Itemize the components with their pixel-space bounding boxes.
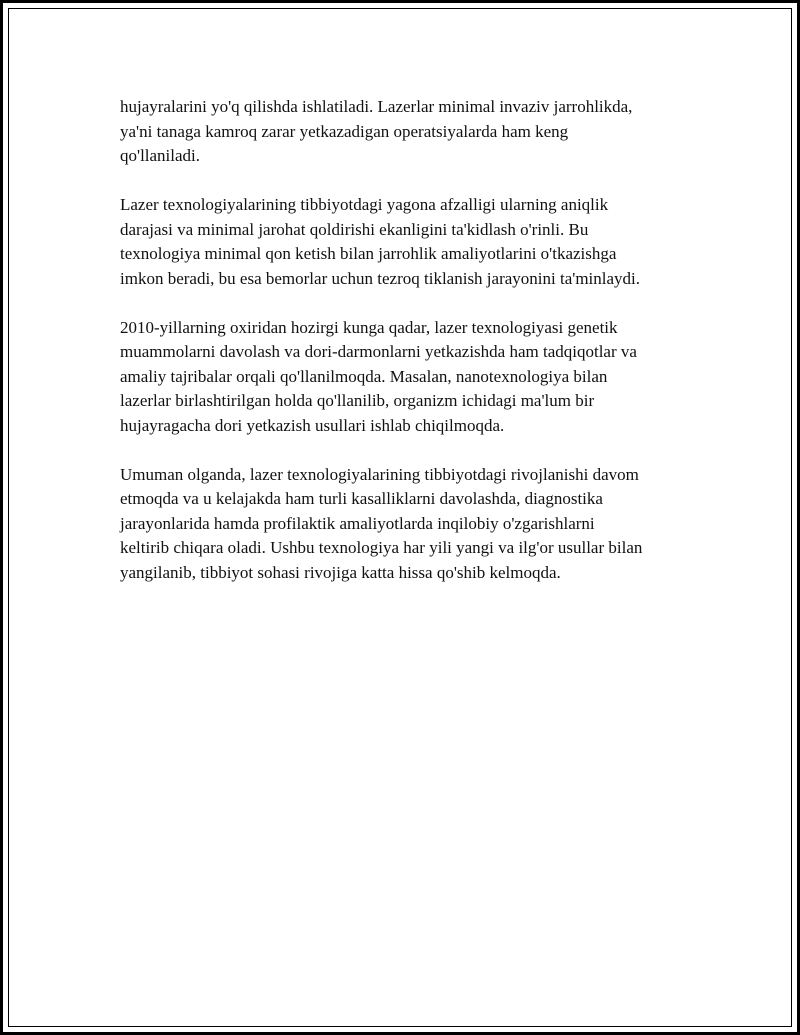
paragraph-1: hujayralarini yo'q qilishda ishlatiladi. Lazerlar minimal invaziv jarrohlikda, ya'ni tanaga kamroq zarar yetkazadigan operatsiyalarda ham keng qo'llaniladi. bbox=[120, 97, 633, 165]
paragraph-4: Umuman olganda, lazer texnologiyalarining tibbiyotdagi rivojlanishi davom etmoqda va u kelajakda ham turli kasalliklarni davolashda, diagnostika jarayonlarida hamda profilaktik amaliyotlarda inqilobiy o'zgarishlarni keltirib chiqara oladi. Ushbu texnologiya har yili yangi va ilg'or usullar bilan yangilanib, tibbiyot sohasi rivojiga katta hissa qo'shib kelmoqda. bbox=[120, 464, 643, 582]
paragraph-3: 2010-yillarning oxiridan hozirgi kunga qadar, lazer texnologiyasi genetik muammolarni davolash va dori-darmonlarni yetkazishda ham tadqiqotlar va amaliy tajribalar orqali qo'llanilmoqda. Masalan, nanotexnologiya bilan lazerlar birlashtirilgan holda qo'llanilib, organizm ichidagi ma'lum bir hujayragacha dori yetkazish usullari ishlab chiqilmoqda. bbox=[120, 317, 637, 435]
paragraph-2: Lazer texnologiyalarining tibbiyotdagi yagona afzalligi ularning aniqlik darajasi va minimal jarohat qoldirishi ekanligini ta'kidlash o'rinli. Bu texnologiya minimal qon ketish bilan jarrohlik amaliyotlarini o'tkazishga imkon beradi, bu esa bemorlar uchun tezroq tiklanish jarayonini ta'minlaydi. bbox=[120, 195, 641, 288]
document-body bbox=[120, 95, 700, 610]
